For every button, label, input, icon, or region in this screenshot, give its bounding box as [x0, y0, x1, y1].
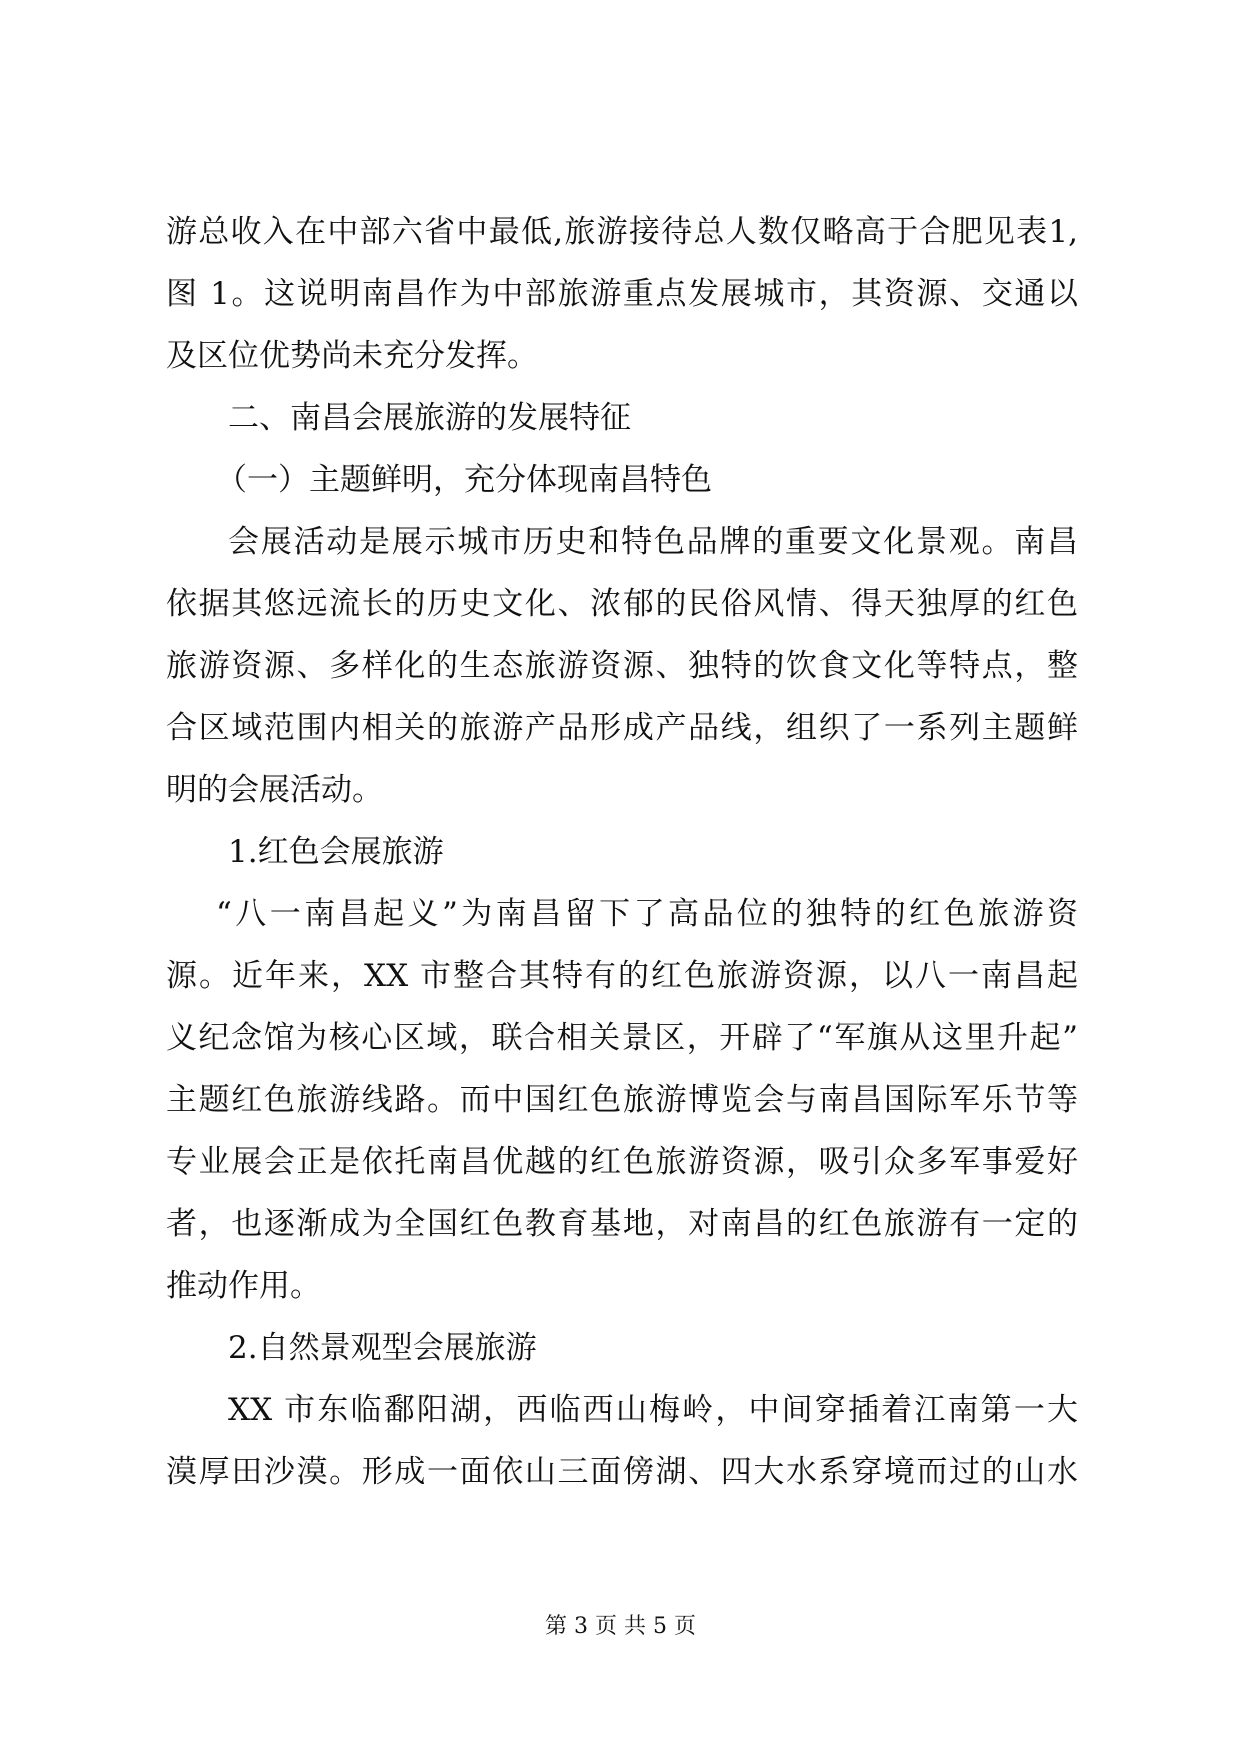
- paragraph-line: 者，也逐渐成为全国红色教育基地，对南昌的红色旅游有一定的: [166, 1206, 1078, 1242]
- paragraph-line: XX 市东临鄱阳湖，西临西山梅岭，中间穿插着江南第一大: [228, 1392, 1078, 1428]
- paragraph-line: 推动作用。: [166, 1268, 321, 1304]
- paragraph-line: 依据其悠远流长的历史文化、浓郁的民俗风情、得天独厚的红色: [166, 586, 1078, 622]
- paragraph-line: 漠厚田沙漠。形成一面依山三面傍湖、四大水系穿境而过的山水: [166, 1454, 1078, 1490]
- paragraph-line: 图 1。这说明南昌作为中部旅游重点发展城市，其资源、交通以: [166, 276, 1078, 312]
- page-number-footer: 第 3 页 共 5 页: [545, 1614, 696, 1639]
- paragraph-line: 旅游资源、多样化的生态旅游资源、独特的饮食文化等特点，整: [166, 648, 1078, 684]
- paragraph-line: 专业展会正是依托南昌优越的红色旅游资源，吸引众多军事爱好: [166, 1144, 1078, 1180]
- paragraph-line: 义纪念馆为核心区域，联合相关景区，开辟了“军旗从这里升起”: [166, 1020, 1078, 1056]
- subsection-heading: （一）主题鲜明，充分体现南昌特色: [216, 462, 712, 498]
- paragraph-line: 游总收入在中部六省中最低,旅游接待总人数仅略高于合肥见表1,: [166, 214, 1078, 250]
- paragraph-line: 会展活动是展示城市历史和特色品牌的重要文化景观。南昌: [228, 524, 1078, 560]
- section-heading: 二、南昌会展旅游的发展特征: [228, 400, 631, 436]
- paragraph-line: 明的会展活动。: [166, 772, 383, 808]
- paragraph-line: “八一南昌起义”为南昌留下了高品位的独特的红色旅游资: [216, 896, 1078, 932]
- body-text: [166, 201, 1078, 1503]
- paragraph-line: 及区位优势尚未充分发挥。: [166, 338, 538, 374]
- paragraph-line: 合区域范围内相关的旅游产品形成产品线，组织了一系列主题鲜: [166, 710, 1078, 746]
- paragraph-line: 主题红色旅游线路。而中国红色旅游博览会与南昌国际军乐节等: [166, 1082, 1078, 1118]
- item-heading: 2.自然景观型会展旅游: [228, 1330, 537, 1366]
- item-heading: 1.红色会展旅游: [228, 834, 444, 870]
- paragraph-line: 源。近年来，XX 市整合其特有的红色旅游资源，以八一南昌起: [166, 958, 1078, 994]
